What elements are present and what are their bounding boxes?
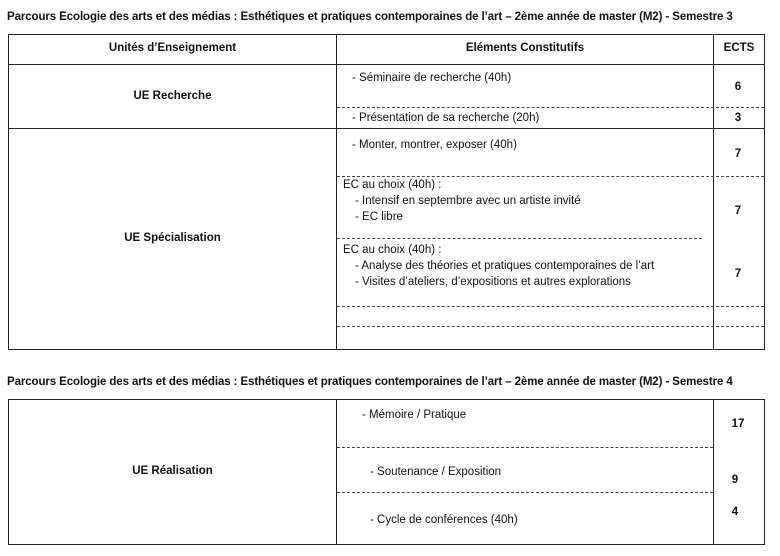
semester3-title: Parcours Ecologie des arts et des médias : Esthétiques et pratiques contemporaines de l’art – 2ème année de master (M2) - Semestre 3 xyxy=(7,11,733,23)
row-divider-dashed xyxy=(337,306,764,307)
header-ects: ECTS xyxy=(723,42,755,54)
ue-realisation-label: UE Réalisation xyxy=(132,465,213,477)
row-divider-dashed xyxy=(337,176,764,177)
ec-memoire: - Mémoire / Pratique xyxy=(362,409,467,421)
ects-memoire: 17 xyxy=(731,418,745,430)
ec-choix-option: - Visites d’ateliers, d’expositions et autres explorations xyxy=(355,276,631,288)
ec-seminaire: - Séminaire de recherche (40h) xyxy=(352,72,512,84)
ects-seminaire: 6 xyxy=(734,81,742,93)
semester4-title: Parcours Ecologie des arts et des médias : Esthétiques et pratiques contemporaines de l’art – 2ème année de master (M2) - Semestre 4 xyxy=(7,376,733,388)
ec-monter: - Monter, montrer, exposer (40h) xyxy=(352,139,517,151)
header-units: Unités d’Enseignement xyxy=(108,42,237,54)
ects-soutenance: 9 xyxy=(731,474,739,486)
column-divider xyxy=(336,34,337,350)
ec-soutenance: - Soutenance / Exposition xyxy=(370,466,502,478)
row-divider xyxy=(8,64,765,65)
ec-presentation: - Présentation de sa recherche (20h) xyxy=(352,112,540,124)
ec-choix-option: - Intensif en septembre avec un artiste invité xyxy=(355,195,581,207)
ec-choix-head: EC au choix (40h) : xyxy=(343,179,442,191)
header-elements: Eléments Constitutifs xyxy=(465,42,585,54)
ec-cycle: - Cycle de conférences (40h) xyxy=(370,514,518,526)
ects-choix-2: 7 xyxy=(734,268,742,280)
ec-choix-option: - Analyse des théories et pratiques contemporaines de l’art xyxy=(355,260,655,272)
ec-choix-head: EC au choix (40h) : xyxy=(343,244,442,256)
ue-specialisation-label: UE Spécialisation xyxy=(124,232,221,244)
row-divider-dashed xyxy=(337,447,713,448)
row-divider xyxy=(8,128,765,129)
ects-choix-1: 7 xyxy=(734,205,742,217)
row-divider-dashed xyxy=(337,492,713,493)
ue-recherche-label: UE Recherche xyxy=(133,90,212,102)
ects-monter: 7 xyxy=(734,148,742,160)
row-divider-dashed xyxy=(337,238,702,239)
column-divider xyxy=(336,399,337,545)
ec-choix-option: - EC libre xyxy=(355,211,403,223)
row-divider-dashed xyxy=(337,326,764,327)
ects-presentation: 3 xyxy=(734,112,742,124)
row-divider-dashed xyxy=(337,107,764,108)
ects-cycle: 4 xyxy=(731,506,739,518)
